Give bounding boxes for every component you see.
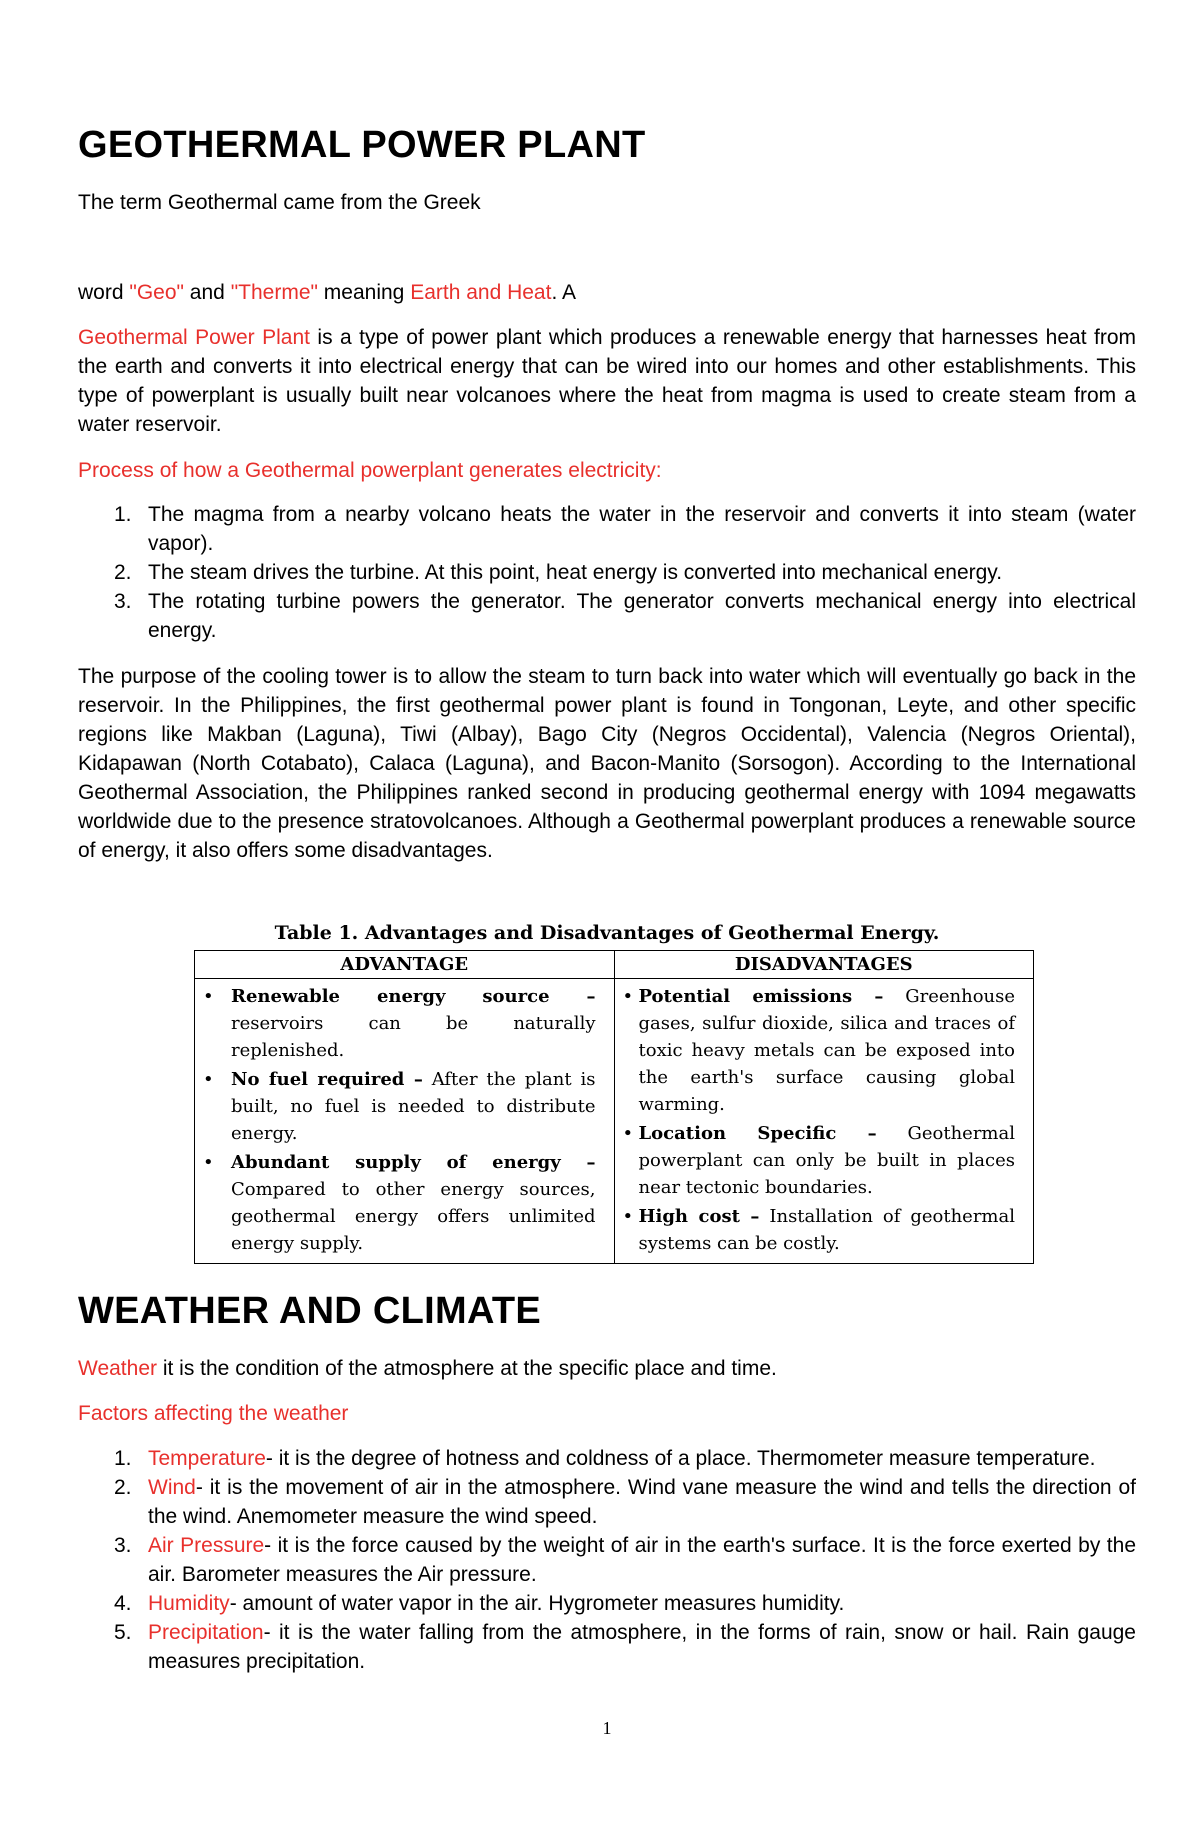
advantages-cell — [195, 979, 615, 1264]
list-item — [78, 1618, 1136, 1676]
list-item — [78, 1444, 1136, 1473]
term-weather: Weather — [78, 1357, 157, 1380]
weather-definition — [78, 1354, 1136, 1383]
factor-term: Humidity — [148, 1592, 230, 1615]
disadvantage-title: Location Specific – — [638, 1123, 877, 1144]
disadvantage-text: Installation of geothermal systems can be costly. — [638, 1206, 1015, 1254]
list-number: 2. — [114, 561, 132, 584]
factor-text: - amount of water vapor in the air. Hygrometer measures humidity. — [229, 1592, 845, 1615]
disadvantage-text: Greenhouse gases, sulfur dioxide, silica and traces of toxic heavy metals can be exposed into the earth's surface causing global warming. — [638, 986, 1016, 1115]
bullet-icon: • — [203, 986, 214, 1007]
list-text: The magma from a nearby volcano heats the water in the reservoir and converts it into steam (water vapor). — [148, 503, 1136, 555]
advantage-text: After the plant is built, no fuel is needed to distribute energy. — [231, 1069, 596, 1144]
factor-text: - it is the degree of hotness and coldness of a place. Thermometer measure temperature. — [265, 1447, 1096, 1470]
list-text: The steam drives the turbine. At this point, heat energy is converted into mechanical energy. — [148, 561, 1003, 584]
term-geo: "Geo" — [129, 281, 184, 304]
definition-text: is a type of power plant which produces a renewable energy that harnesses heat from the earth and converts it into electrical energy that can be wired into our homes and other establishments. This type of powerplant is usually built near volcanoes where the heat from magma is used to create steam from a water reservoir. — [78, 326, 1136, 436]
advantage-title: Abundant supply of energy – — [231, 1152, 596, 1173]
disadvantage-item — [623, 1203, 1016, 1257]
factor-term: Air Pressure — [148, 1534, 265, 1557]
word-text: and — [183, 281, 231, 304]
column-header-advantage: ADVANTAGE — [195, 951, 615, 979]
advantage-item — [203, 983, 596, 1064]
list-text: The rotating turbine powers the generator. The generator converts mechanical energy into electrical energy. — [148, 590, 1136, 642]
bullet-icon: • — [203, 1152, 214, 1173]
list-item — [78, 587, 1136, 645]
disadvantages-cell — [614, 979, 1034, 1264]
list-item — [78, 1531, 1136, 1589]
list-number: 3. — [114, 1534, 132, 1557]
advantage-text: reservoirs can be naturally replenished. — [231, 1013, 596, 1061]
weather-definition-text: it is the condition of the atmosphere at the specific place and time. — [157, 1357, 777, 1380]
intro-line: The term Geothermal came from the Greek — [78, 191, 481, 214]
list-item — [78, 558, 1136, 587]
list-number: 3. — [114, 590, 132, 613]
bullet-icon: • — [622, 1206, 634, 1227]
disadvantage-title: High cost – — [638, 1206, 760, 1227]
advantage-item — [203, 1066, 596, 1147]
factor-term: Precipitation — [148, 1621, 264, 1644]
bullet-icon: • — [622, 986, 634, 1007]
advantage-title: Renewable energy source – — [231, 986, 596, 1007]
section-title-weather: WEATHER AND CLIMATE — [78, 1290, 542, 1332]
factors-list — [78, 1444, 1136, 1676]
disadvantage-item — [623, 1120, 1016, 1201]
disadvantage-item — [623, 983, 1016, 1118]
process-heading: Process of how a Geothermal powerplant generates electricity: — [78, 459, 662, 482]
advantage-item — [203, 1149, 596, 1257]
process-list — [78, 500, 1136, 645]
factors-heading: Factors affecting the weather — [78, 1402, 349, 1425]
term-therme: "Therme" — [230, 281, 318, 304]
advantage-text: Compared to other energy sources, geothermal energy offers unlimited energy supply. — [231, 1179, 596, 1254]
factor-text: - it is the movement of air in the atmosphere. Wind vane measure the wind and tells the direction of the wind. Anemometer measure the wind speed. — [148, 1476, 1136, 1528]
disadvantage-title: Potential emissions – — [638, 986, 884, 1007]
purpose-paragraph: The purpose of the cooling tower is to allow the steam to turn back into water which will eventually go back in the reservoir. In the Philippines, the first geothermal power plant is found in Tongonan, Leyte, and other specific regions like Makban (Laguna), Tiwi (Albay), Bago City (Negros Occidental), Valencia (Negros Oriental), Kidapawan (North Cotabato), Calaca (Laguna), and Bacon-Manito (Sorsogon). According to the International Geothermal Association, the Philippines ranked second in producing geothermal energy with 1094 megawatts worldwide due to the presence stratovolcanoes. Although a Geothermal powerplant produces a renewable source of energy, it also offers some disadvantages. — [78, 665, 1136, 862]
list-item — [78, 500, 1136, 558]
bullet-icon: • — [203, 1069, 214, 1090]
section-title-geothermal: GEOTHERMAL POWER PLANT — [78, 124, 646, 166]
list-number: 4. — [114, 1592, 132, 1615]
list-item — [78, 1589, 1136, 1618]
word-text: meaning — [317, 281, 411, 304]
list-item — [78, 1473, 1136, 1531]
advantage-title: No fuel required – — [231, 1069, 423, 1090]
disadvantage-text: Geothermal powerplant can only be built in places near tectonic boundaries. — [638, 1123, 1015, 1198]
list-number: 5. — [114, 1621, 132, 1644]
definition-paragraph — [78, 323, 1136, 439]
factor-term: Temperature — [148, 1447, 266, 1470]
factor-text: - it is the force caused by the weight of air in the earth's surface. It is the force exerted by the air. Barometer measures the Air pressure. — [148, 1534, 1136, 1586]
list-number: 1. — [114, 1447, 132, 1470]
table-caption: Table 1. Advantages and Disadvantages of Geothermal Energy. — [274, 922, 940, 944]
word-line — [78, 278, 1136, 307]
advantages-table — [194, 950, 1034, 1264]
column-header-disadvantages: DISADVANTAGES — [614, 951, 1034, 979]
bullet-icon: • — [622, 1123, 634, 1144]
factor-text: - it is the water falling from the atmosphere, in the forms of rain, snow or hail. Rain gauge measures precipitation. — [148, 1621, 1136, 1673]
term-earth-heat: Earth and Heat — [410, 281, 552, 304]
term-geothermal-power-plant: Geothermal Power Plant — [78, 326, 310, 349]
word-text: word — [78, 281, 130, 304]
list-number: 1. — [114, 503, 132, 526]
page-number: 1 — [602, 1718, 612, 1738]
factor-term: Wind — [148, 1476, 196, 1499]
word-text: . A — [551, 281, 576, 304]
list-number: 2. — [114, 1476, 132, 1499]
